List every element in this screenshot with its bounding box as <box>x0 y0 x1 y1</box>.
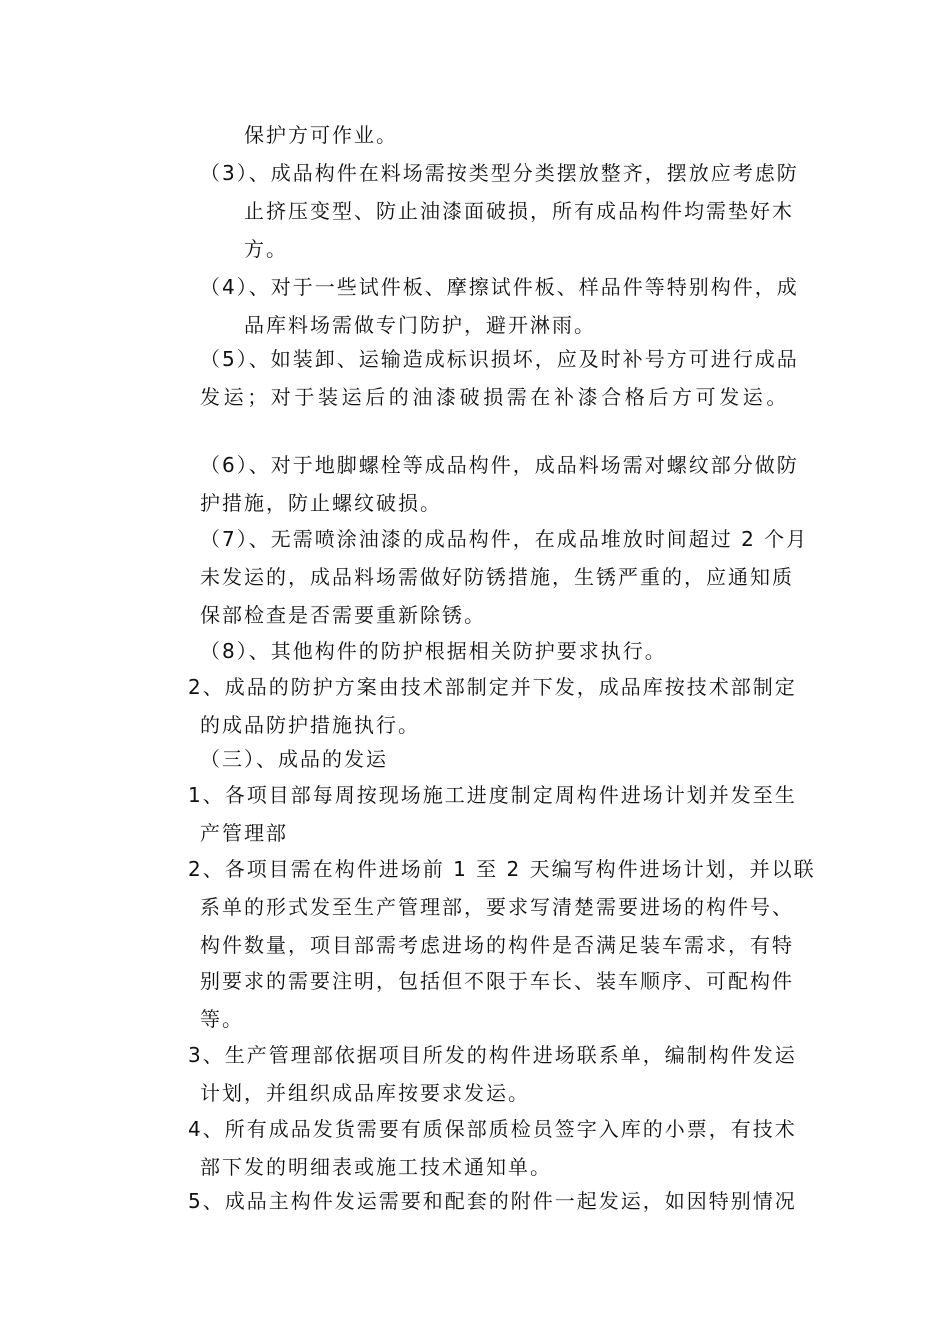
text-line: 构件数量，项目部需考虑进场的构件是否满足装车需求，有特 <box>200 933 794 957</box>
text-line: 2、各项目需在构件进场前 1 至 2 天编写构件进场计划，并以联 <box>188 857 816 881</box>
text-line: 品库料场需做专门防护，避开淋雨。 <box>244 313 596 337</box>
text-line: 2、成品的防护方案由技术部制定并下发，成品库按技术部制定 <box>188 675 797 699</box>
text-line: 5、成品主构件发运需要和配套的附件一起发运，如因特别情况 <box>188 1189 797 1213</box>
text-line: 的成品防护措施执行。 <box>200 713 420 737</box>
text-line: 护措施，防止螺纹破损。 <box>200 491 442 515</box>
text-line: 4、所有成品发货需要有质保部质检员签字入库的小票，有技术 <box>188 1117 797 1141</box>
text-line: 3、生产管理部依据项目所发的构件进场联系单，编制构件发运 <box>188 1043 797 1067</box>
text-line: 1、各项目部每周按现场施工进度制定周构件进场计划并发至生 <box>188 783 797 807</box>
text-line: 保部检查是否需要重新除锈。 <box>200 603 486 627</box>
text-line: 保护方可作业。 <box>244 123 398 147</box>
text-line: 产管理部 <box>200 821 288 845</box>
text-line: 别要求的需要注明，包括但不限于车长、装车顺序、可配构件 <box>200 969 794 993</box>
text-line: 计划，并组织成品库按要求发运。 <box>200 1081 530 1105</box>
text-line: 止挤压变型、防止油漆面破损，所有成品构件均需垫好木 <box>244 199 794 223</box>
text-line: 未发运的，成品料场需做好防锈措施，生锈严重的，应通知质 <box>200 565 794 589</box>
text-line: （3）、成品构件在料场需按类型分类摆放整齐，摆放应考虑防 <box>200 161 799 185</box>
text-line: （8）、其他构件的防护根据相关防护要求执行。 <box>200 639 667 663</box>
text-line: 等。 <box>200 1007 244 1031</box>
text-line: 发运；对于装运后的油漆破损需在补漆合格后方可发运。 <box>200 385 790 409</box>
text-line: （5）、如装卸、运输造成标识损坏，应及时补号方可进行成品 <box>200 347 799 371</box>
text-line: （7）、无需喷涂油漆的成品构件，在成品堆放时间超过 2 个月 <box>200 527 809 551</box>
text-line: 方。 <box>244 237 288 261</box>
text-line: （6）、对于地脚螺栓等成品构件，成品料场需对螺纹部分做防 <box>200 453 799 477</box>
text-heading: （三）、成品的发运 <box>200 747 388 771</box>
text-line: 系单的形式发至生产管理部，要求写清楚需要进场的构件号、 <box>200 895 794 919</box>
text-line: （4）、对于一些试件板、摩擦试件板、样品件等特别构件，成 <box>200 275 799 299</box>
text-line: 部下发的明细表或施工技术通知单。 <box>200 1155 552 1179</box>
